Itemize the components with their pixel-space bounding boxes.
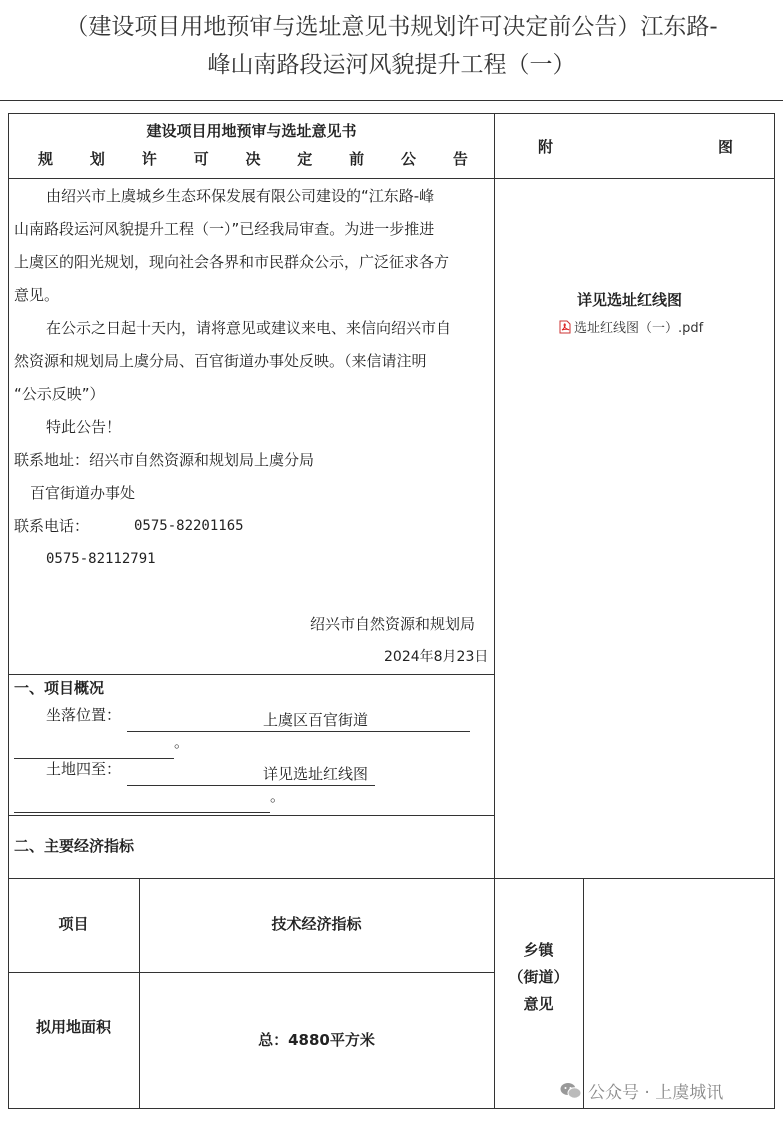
row-label-area: 拟用地面积 bbox=[35, 1018, 111, 1036]
header-right-tu: 图 bbox=[718, 138, 734, 156]
header-left-line1: 建设项目用地预审与选址意见书 bbox=[146, 122, 357, 140]
col-index-header: 技术经济指标 bbox=[271, 915, 362, 933]
body-p1-l1: 由绍兴市上虞城乡生态环保发展有限公司建设的“江东路-峰 bbox=[46, 187, 435, 205]
page-title bbox=[0, 8, 783, 84]
body-p1-l3: 上虞区的阳光规划，现向社会各界和市民群众公示，广泛征求各方 bbox=[14, 253, 450, 271]
title-line-1: （建设项目用地预审与选址意见书规划许可决定前公告）江东路- bbox=[65, 14, 718, 40]
header-right-fu: 附 bbox=[538, 138, 554, 156]
body-p1-l4: 意见。 bbox=[14, 286, 60, 304]
body-p1-l2: 山南路段运河风貌提升工程（一）”已经我局审查。为进一步推进 bbox=[14, 220, 435, 238]
boundary-field-cont: 。 bbox=[14, 780, 285, 813]
contact-address-2: 百官街道办事处 bbox=[30, 484, 136, 502]
wechat-icon bbox=[560, 1082, 582, 1100]
header-left-line2: 规 划 许 可 决 定 前 公 告 bbox=[38, 150, 468, 168]
title-line-2: 峰山南路段运河风貌提升工程（一） bbox=[207, 52, 576, 78]
row-value-area: 总：4880平方米 bbox=[258, 1031, 375, 1049]
contact-phone-1: 0575-82201165 bbox=[134, 518, 244, 534]
attachment-label: 详见选址红线图 bbox=[577, 291, 683, 309]
title-divider bbox=[0, 100, 783, 101]
town-opinion-label: 乡镇 （街道） 意见 bbox=[508, 941, 569, 1013]
boundary-value: 详见选址红线图 bbox=[263, 765, 369, 783]
signature-org: 绍兴市自然资源和规划局 bbox=[310, 615, 476, 633]
section1-heading: 一、项目概况 bbox=[14, 679, 105, 697]
contact-address: 联系地址：绍兴市自然资源和规划局上虞分局 bbox=[14, 451, 315, 469]
location-value: 上虞区百官街道 bbox=[263, 711, 369, 729]
section2-heading: 二、主要经济指标 bbox=[14, 837, 135, 855]
attachment-file[interactable]: 选址红线图（一）.pdf bbox=[574, 321, 704, 336]
body-p2-l2: 然资源和规划局上虞分局、百官街道办事处反映。（来信请注明 bbox=[14, 352, 427, 370]
body-p3: 特此公告！ bbox=[46, 418, 122, 436]
pdf-icon bbox=[558, 320, 572, 334]
contact-phone-2: 0575-82112791 bbox=[46, 551, 156, 567]
attachment-link[interactable] bbox=[558, 317, 703, 336]
col-item-header: 项目 bbox=[58, 915, 89, 933]
signature-date: 2024年8月23日 bbox=[384, 649, 489, 665]
watermark bbox=[560, 1078, 723, 1103]
boundary-label: 土地四至： bbox=[46, 760, 122, 778]
body-p2-l1: 在公示之日起十天内，请将意见或建议来电、来信向绍兴市自 bbox=[46, 319, 452, 337]
location-field-cont: 。 bbox=[14, 726, 189, 759]
location-label: 坐落位置： bbox=[46, 706, 122, 724]
watermark-text: 公众号 · 上虞城讯 bbox=[588, 1083, 724, 1103]
body-p2-l3: “公示反映”） bbox=[14, 385, 105, 403]
contact-phone-label: 联系电话： bbox=[14, 517, 90, 535]
